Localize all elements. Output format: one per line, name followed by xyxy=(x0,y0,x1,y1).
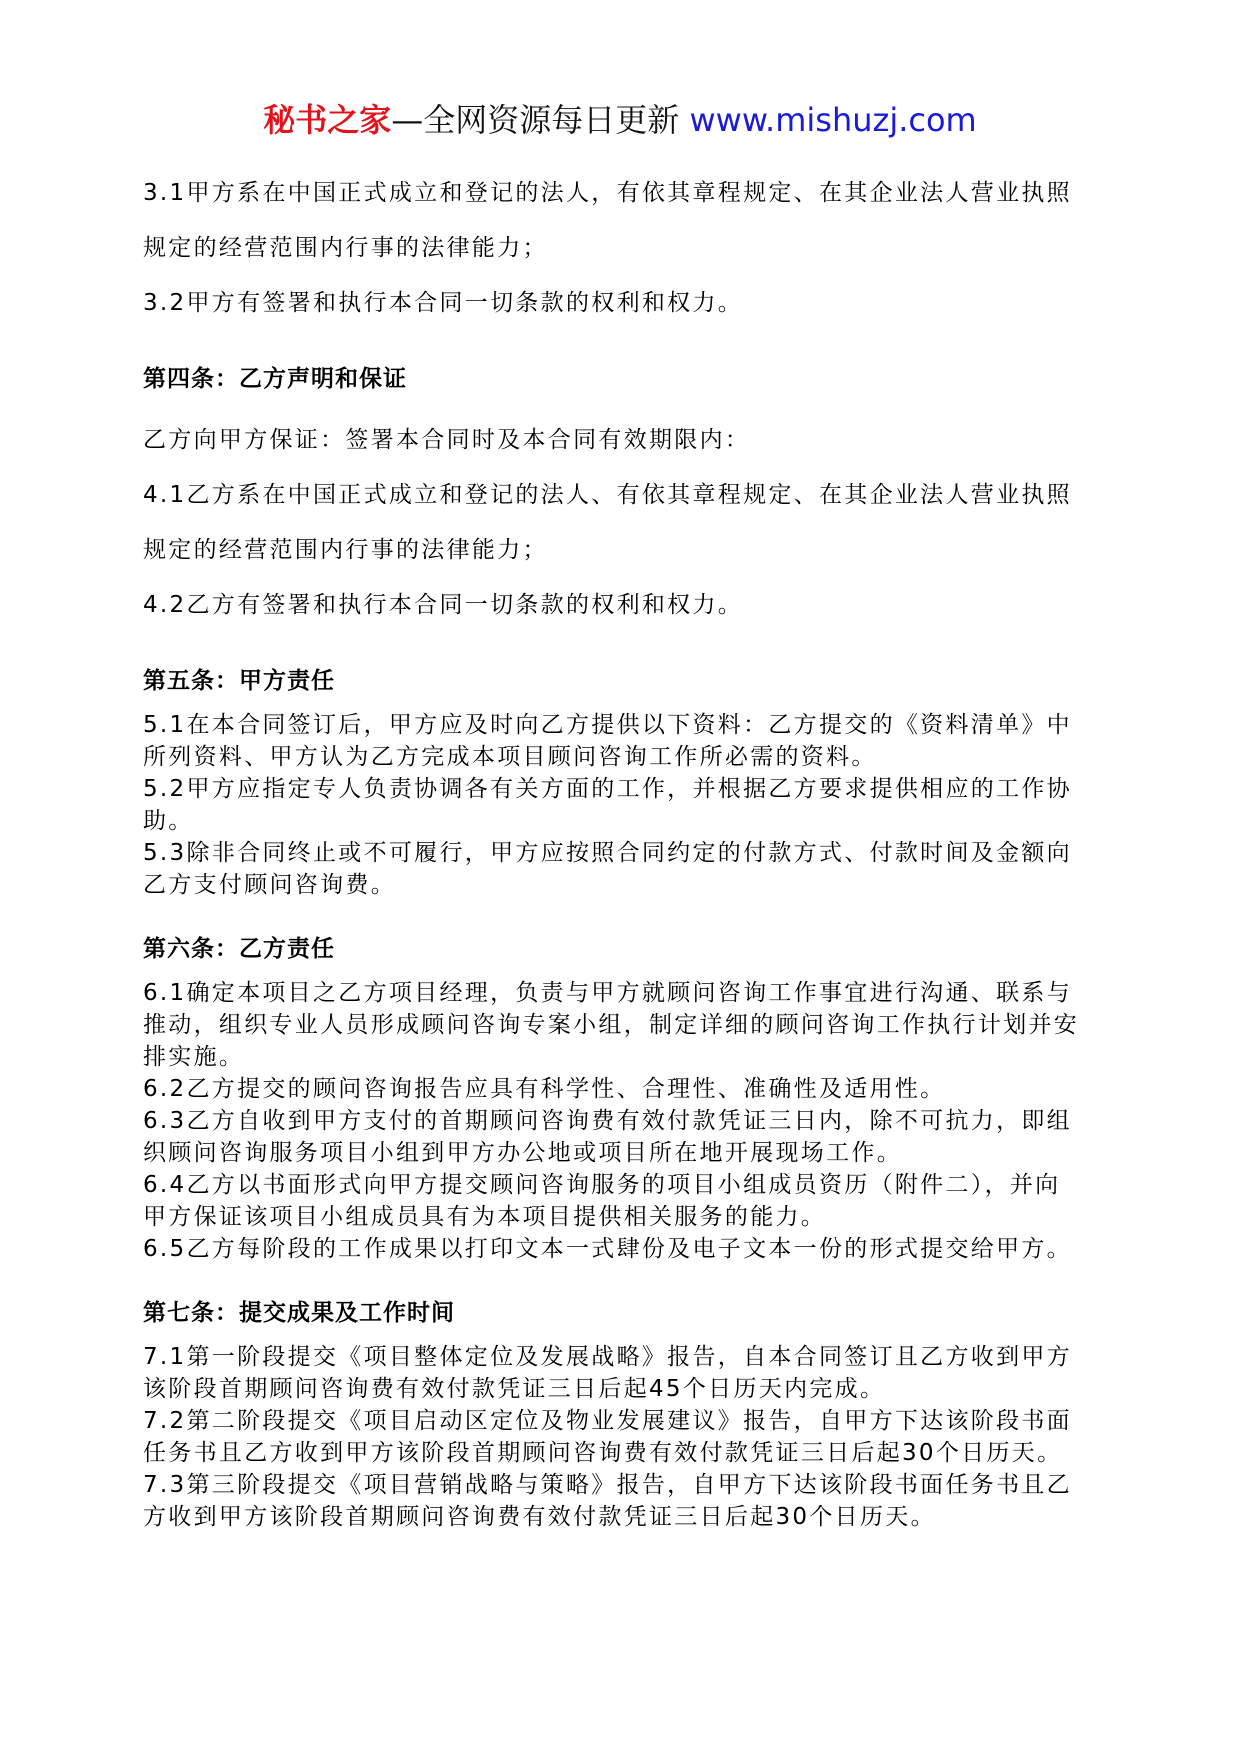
article-6-line: 排实施。 xyxy=(143,1044,245,1070)
article-4-heading: 第四条：乙方声明和保证 xyxy=(143,366,407,392)
header-tagline: —全网资源每日更新 xyxy=(391,101,680,139)
article-7-line: 7.3第三阶段提交《项目营销战略与策略》报告，自甲方下达该阶段书面任务书且乙 xyxy=(143,1472,1072,1498)
article-6-heading: 第六条：乙方责任 xyxy=(143,936,335,962)
clause-4-1-line1: 4.1乙方系在中国正式成立和登记的法人、有依其章程规定、在其企业法人营业执照 xyxy=(143,482,1072,508)
clause-3-2: 3.2甲方有签署和执行本合同一切条款的权利和权力。 xyxy=(143,290,744,316)
clause-3-1-line2: 规定的经营范围内行事的法律能力； xyxy=(143,235,548,261)
article-6-line: 6.3乙方自收到甲方支付的首期顾问咨询费有效付款凭证三日内，除不可抗力，即组 xyxy=(143,1108,1072,1134)
article-6-line: 6.2乙方提交的顾问咨询报告应具有科学性、合理性、准确性及适用性。 xyxy=(143,1076,946,1102)
clause-4-2: 4.2乙方有签署和执行本合同一切条款的权利和权力。 xyxy=(143,592,744,618)
article-6-line: 6.4乙方以书面形式向甲方提交顾问咨询服务的项目小组成员资历（附件二），并向 xyxy=(143,1172,1061,1198)
article-5-line: 5.2甲方应指定专人负责协调各有关方面的工作，并根据乙方要求提供相应的工作协 xyxy=(143,776,1072,802)
site-url: www.mishuzj.com xyxy=(689,101,977,139)
article-6-line: 6.1确定本项目之乙方项目经理，负责与甲方就顾问咨询工作事宜进行沟通、联系与 xyxy=(143,980,1072,1006)
article-7-line: 该阶段首期顾问咨询费有效付款凭证三日后起45个日历天内完成。 xyxy=(143,1376,886,1402)
article-7-line: 7.1第一阶段提交《项目整体定位及发展战略》报告，自本合同签订且乙方收到甲方 xyxy=(143,1344,1072,1370)
article-6-line: 推动，组织专业人员形成顾问咨询专案小组，制定详细的顾问咨询工作执行计划并安 xyxy=(143,1012,1080,1038)
article-5-body xyxy=(143,709,1133,901)
article-5-line: 5.1在本合同签订后，甲方应及时向乙方提供以下资料：乙方提交的《资料清单》中 xyxy=(143,712,1072,738)
article-6-line: 织顾问咨询服务项目小组到甲方办公地或项目所在地开展现场工作。 xyxy=(143,1140,902,1166)
article-5-heading: 第五条：甲方责任 xyxy=(143,668,335,694)
article-5-line: 助。 xyxy=(143,808,194,834)
article-7-heading: 第七条：提交成果及工作时间 xyxy=(143,1300,455,1326)
article-7-body xyxy=(143,1341,1133,1533)
document-body xyxy=(143,166,1133,1533)
article-6-line: 6.5乙方每阶段的工作成果以打印文本一式肆份及电子文本一份的形式提交给甲方。 xyxy=(143,1236,1072,1262)
article-6-body xyxy=(143,977,1133,1265)
article-5-line: 5.3除非合同终止或不可履行，甲方应按照合同约定的付款方式、付款时间及金额向 xyxy=(143,840,1072,866)
site-header xyxy=(0,100,1240,140)
article-7-line: 任务书且乙方收到甲方该阶段首期顾问咨询费有效付款凭证三日后起30个日历天。 xyxy=(143,1440,1063,1466)
article-5-line: 乙方支付顾问咨询费。 xyxy=(143,872,396,898)
article-7-line: 方收到甲方该阶段首期顾问咨询费有效付款凭证三日后起30个日历天。 xyxy=(143,1504,936,1530)
article-4-intro: 乙方向甲方保证：签署本合同时及本合同有效期限内： xyxy=(143,427,751,453)
article-7-line: 7.2第二阶段提交《项目启动区定位及物业发展建议》报告，自甲方下达该阶段书面 xyxy=(143,1408,1072,1434)
brand-name: 秘书之家 xyxy=(263,101,392,139)
clause-4-1-line2: 规定的经营范围内行事的法律能力； xyxy=(143,537,548,563)
clause-3-1-line1: 3.1甲方系在中国正式成立和登记的法人，有依其章程规定、在其企业法人营业执照 xyxy=(143,180,1072,206)
article-5-line: 所列资料、甲方认为乙方完成本项目顾问咨询工作所必需的资料。 xyxy=(143,744,877,770)
article-6-line: 甲方保证该项目小组成员具有为本项目提供相关服务的能力。 xyxy=(143,1204,827,1230)
